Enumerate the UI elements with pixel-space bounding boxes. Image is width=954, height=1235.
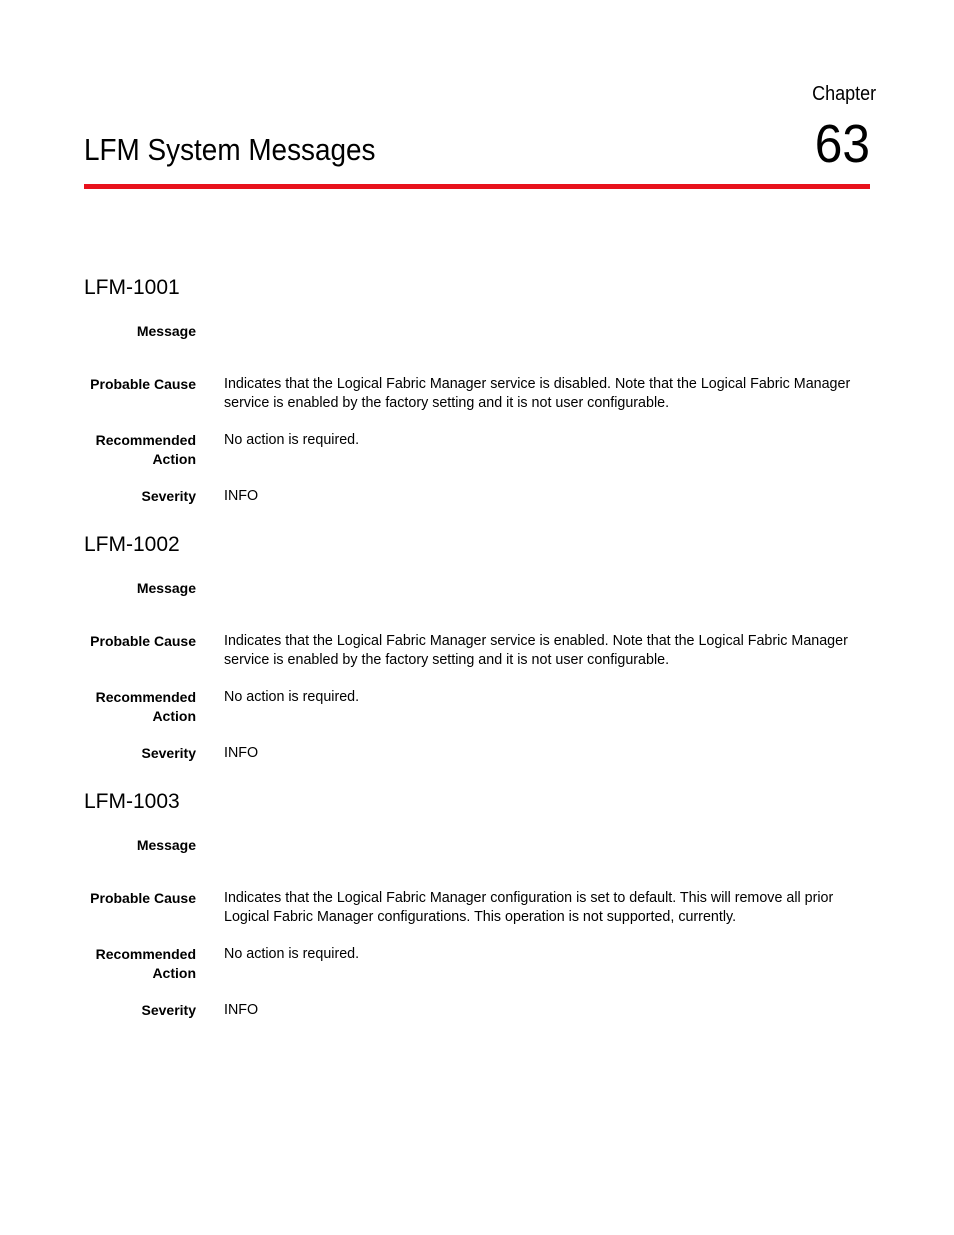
message-section-lfm-1002: [84, 530, 870, 787]
action-label-line: Action: [152, 965, 196, 981]
probable-cause-label: Probable Cause: [90, 376, 196, 392]
probable-cause-value: Indicates that the Logical Fabric Manager service is enabled. Note that the Logical Fabric Manager service is enabled by the factory setting and it is not user configurable.: [224, 633, 848, 668]
recommended-action-value: No action is required.: [224, 432, 360, 448]
severity-label: Severity: [141, 1002, 196, 1018]
message-sections: [84, 273, 870, 1044]
probable-cause-value: Indicates that the Logical Fabric Manager service is disabled. Note that the Logical Fabric Manager service is enabled by the factory setting and it is not user configurable.: [224, 376, 851, 411]
recommended-action-label: [84, 945, 196, 983]
action-label-line: Action: [152, 451, 196, 467]
message-id-heading: LFM-1001: [84, 276, 180, 299]
recommended-action-label: [84, 431, 196, 469]
severity-label: Severity: [141, 745, 196, 761]
message-label: Message: [136, 837, 196, 853]
severity-value: INFO: [224, 745, 259, 761]
chapter-number: 63: [814, 114, 870, 174]
severity-value: INFO: [224, 1002, 259, 1018]
message-id-heading: LFM-1002: [84, 533, 180, 556]
message-label: Message: [136, 323, 196, 339]
recommended-action-value: No action is required.: [224, 946, 360, 962]
message-label: Message: [136, 580, 196, 596]
probable-cause-value: Indicates that the Logical Fabric Manager configuration is set to default. This will remove all prior Logical Fabric Manager configurations. This operation is not supported, currently.: [224, 890, 834, 925]
severity-value: INFO: [224, 488, 259, 504]
page-title: LFM System Messages: [84, 132, 376, 167]
recommended-label-line: Recommended: [95, 689, 196, 705]
recommended-action-value: No action is required.: [224, 689, 360, 705]
message-id-heading: LFM-1003: [84, 790, 180, 813]
action-label-line: Action: [152, 708, 196, 724]
recommended-label-line: Recommended: [95, 946, 196, 962]
severity-label: Severity: [141, 488, 196, 504]
title-rule: [84, 184, 870, 189]
chapter-label: Chapter: [811, 83, 876, 105]
message-section-lfm-1003: [84, 787, 870, 1044]
recommended-label-line: Recommended: [95, 432, 196, 448]
probable-cause-label: Probable Cause: [90, 633, 196, 649]
recommended-action-label: [84, 688, 196, 726]
message-section-lfm-1001: [84, 273, 870, 530]
probable-cause-label: Probable Cause: [90, 890, 196, 906]
